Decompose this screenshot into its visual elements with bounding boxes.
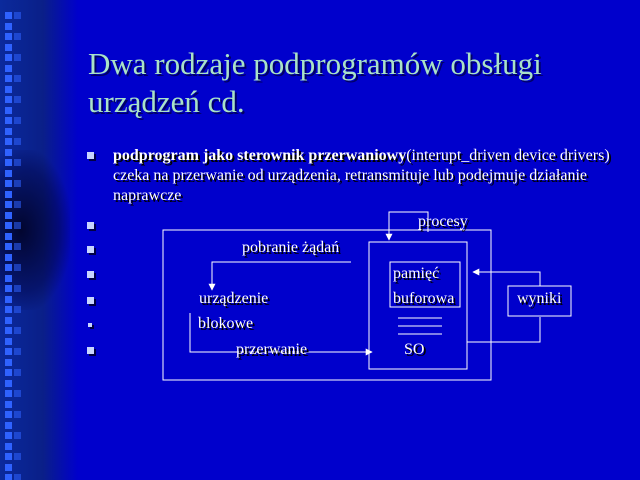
pamiec-label: pamięć xyxy=(393,265,440,282)
bullet-text-bold: podprogram jako sterownik przerwaniowy xyxy=(113,147,407,164)
urzadzenie-label: urządzenie xyxy=(199,290,269,307)
wyniki-label: wyniki xyxy=(517,290,562,307)
pobranie-arrow xyxy=(212,262,351,290)
result-arrow-left xyxy=(473,272,540,286)
so-label: SO xyxy=(404,341,425,358)
procesy-label: procesy xyxy=(418,213,468,230)
blokowe-label: blokowe xyxy=(198,315,254,332)
bullet-text-rest: (interupt_driven device drivers) czeka na przerwanie od urządzenia, retransmituje lub podejmuje działanie naprawcze xyxy=(113,147,610,204)
przerwanie-label: przerwanie xyxy=(236,341,308,358)
pobranie-label: pobranie żądań xyxy=(242,239,340,256)
slide-title: Dwa rodzaje podprogramów obsługi urządzeń cd. xyxy=(88,46,542,119)
result-arrow-right xyxy=(467,317,540,342)
buforowa-label: buforowa xyxy=(393,290,455,307)
